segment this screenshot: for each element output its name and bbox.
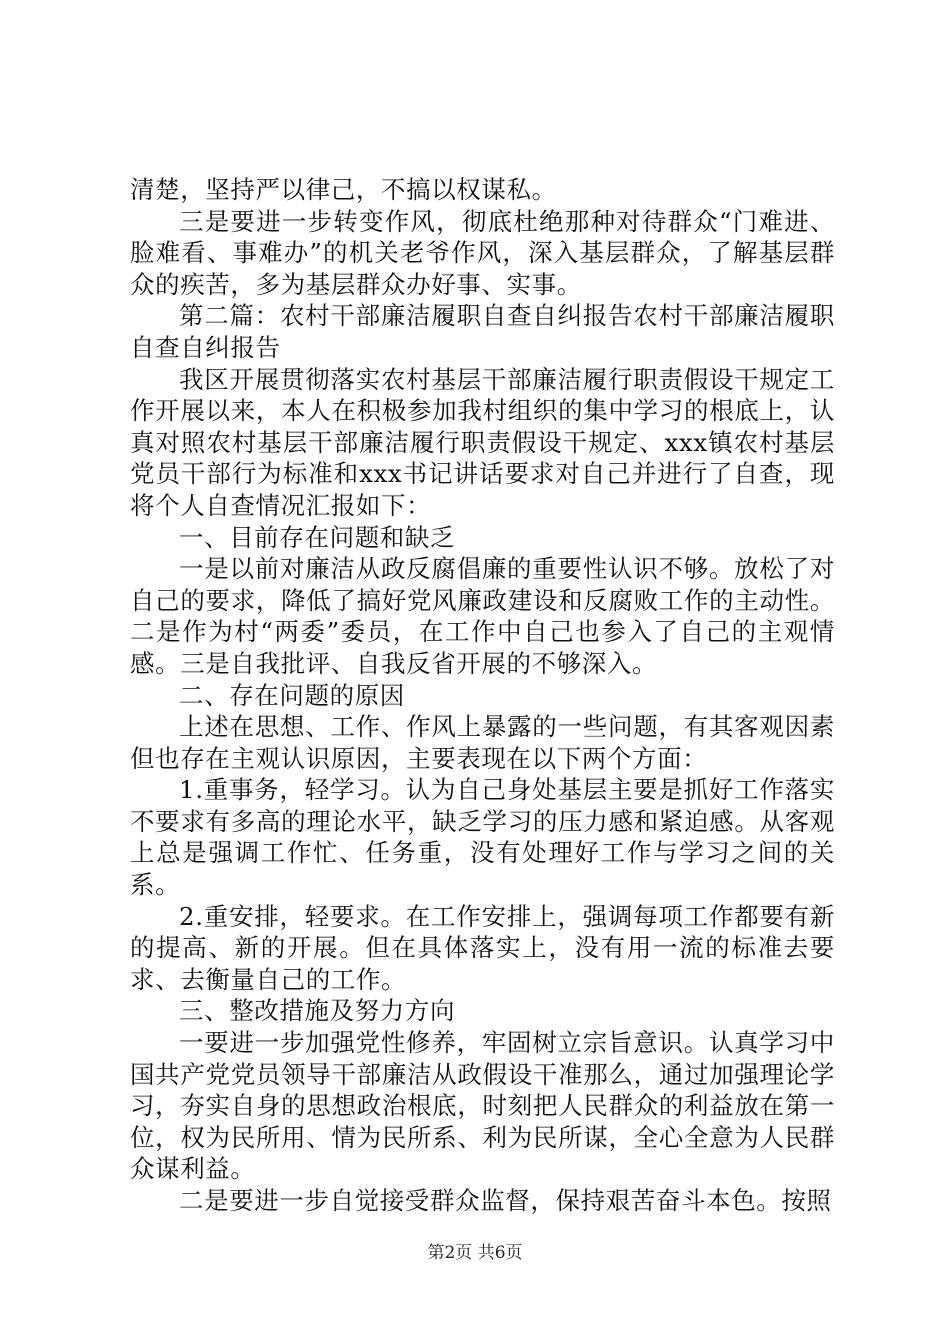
paragraph: 一要进一步加强党性修养，牢固树立宗旨意识。认真学习中国共产党党员领导干部廉洁从政假设干准那么，通过加强理论学习，夯实自身的思想政治根底，时刻把人民群众的利益放在第一位，权为民所用、情为民所系、利为民所谋，全心全意为人民群众谋利益。	[130, 1028, 835, 1184]
paragraph: 一是以前对廉洁从政反腐倡廉的重要性认识不够。放松了对自己的要求，降低了搞好党风廉政建设和反腐败工作的主动性。二是作为村“两委”委员，在工作中自己也参入了自己的主观情感。三是自我批评、自我反省开展的不够深入。	[130, 554, 835, 678]
section-heading: 一、目前存在问题和缺乏	[179, 522, 456, 552]
section-heading: 三、整改措施及努力方向	[179, 996, 456, 1026]
page-footer	[0, 1238, 950, 1263]
section-heading: 二、存在问题的原因	[179, 680, 405, 710]
paragraph: 上述在思想、工作、作风上暴露的一些问题，有其客观因素但也存在主观认识原因，主要表现在以下两个方面：	[130, 712, 835, 773]
paragraph: 我区开展贯彻落实农村基层干部廉洁履行职责假设干规定工作开展以来，本人在积极参加我村组织的集中学习的根底上，认真对照农村基层干部廉洁履行职责假设干规定、xxx镇农村基层党员干部行为标准和xxx书记讲话要求对自己并进行了自查，现将个人自查情况汇报如下：	[130, 364, 835, 520]
paragraph: 三是要进一步转变作风，彻底杜绝那种对待群众“门难进、脸难看、事难办”的机关老爷作风，深入基层群众，了解基层群众的疾苦，多为基层群众办好事、实事。	[130, 206, 835, 299]
paragraph: 二是要进一步自觉接受群众监督，保持艰苦奋斗本色。按照	[179, 1186, 832, 1215]
page-number: 第2页 共6页	[427, 1243, 523, 1263]
paragraph: 2.重安排，轻要求。在工作安排上，强调每项工作都要有新的提高、新的开展。但在具体落实上，没有用一流的标准去要求、去衡量自己的工作。	[130, 901, 835, 994]
section-heading: 第二篇：农村干部廉洁履职自查自纠报告农村干部廉洁履职自查自纠报告	[130, 301, 835, 362]
document-body	[130, 174, 835, 1217]
paragraph: 1.重事务，轻学习。认为自己身处基层主要是抓好工作落实不要求有多高的理论水平，缺乏学习的压力感和紧迫感。从客观上总是强调工作忙、任务重，没有处理好工作与学习之间的关系。	[130, 775, 835, 900]
paragraph: 清楚，坚持严以律己，不搞以权谋私。	[130, 175, 557, 204]
